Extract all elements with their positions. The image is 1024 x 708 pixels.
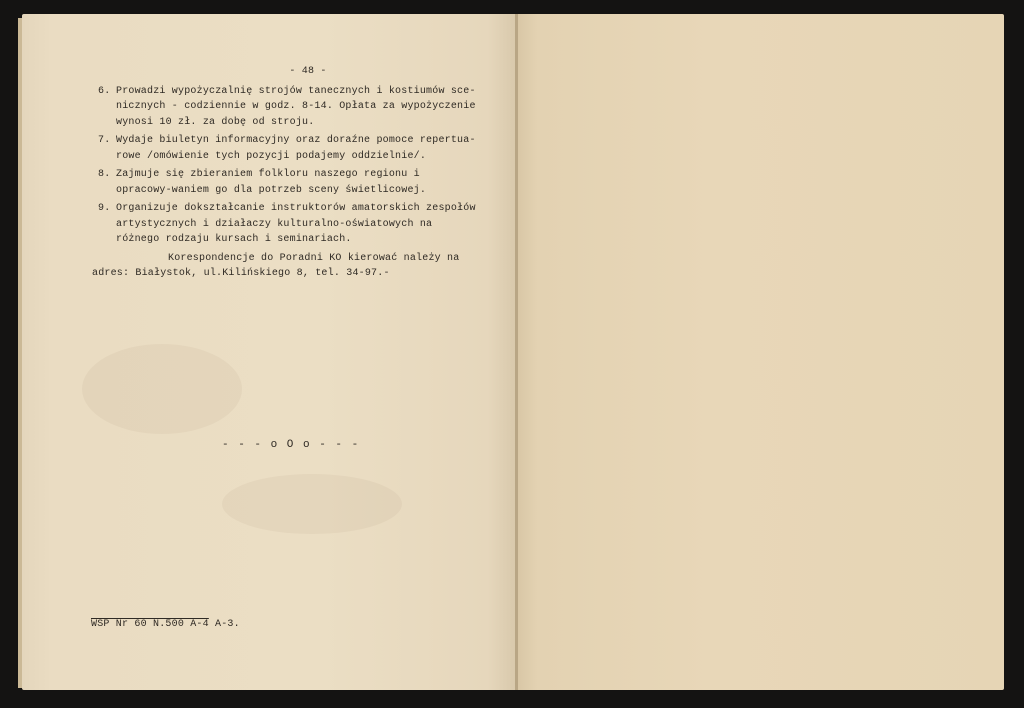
left-page	[22, 14, 517, 690]
correspondence-line: Korespondencje do Poradni KO kierować należy na	[168, 252, 460, 264]
list-item-text: Wydaje biuletyn informacyjny oraz doraźne pomoce repertua-rowe /omówienie tych pozycji podajemy oddzielnie/.	[116, 135, 476, 162]
section-separator: - - - o O o - - -	[222, 439, 360, 451]
print-footer	[91, 619, 240, 630]
list-item-text: Zajmuje się zbieraniem folkloru naszego regionu i opracowy-waniem go dla potrzeb sceny świetlicowej.	[116, 169, 427, 196]
correspondence-address: adres: Białystok, ul.Kilińskiego 8, tel. 34-97.-	[92, 268, 390, 279]
list-item-number: 6.	[98, 85, 111, 97]
list-item	[98, 84, 478, 131]
paper-stain	[82, 344, 242, 434]
list-item	[98, 201, 478, 248]
right-page-blank	[518, 14, 1004, 690]
list-item-number: 7.	[98, 135, 111, 146]
print-code-suffix: A-3.	[215, 619, 240, 630]
print-code: WSP Nr 60 N.500 A-4	[91, 619, 209, 630]
list-item-text: Prowadzi wypożyczalnię strojów tanecznych i kostiumów sce-nicznych - codziennie w godz. 8-14. Opłata za wypożyczenie wynosi 10 zł. za dobę od stroju.	[116, 85, 476, 128]
list-item-text: Organizuje dokształcanie instruktorów amatorskich zespołów artystycznych i działaczy kulturalno-oświatowych na różnego rodzaju kursach i seminariach.	[116, 203, 476, 245]
list-item	[98, 167, 478, 198]
list-item	[98, 133, 478, 164]
list-item-number: 9.	[98, 203, 111, 214]
typed-text-block	[92, 64, 478, 282]
page-number: - 48 -	[289, 66, 327, 77]
paper-stain	[222, 474, 402, 534]
correspondence-note	[92, 251, 478, 282]
list-item-number: 8.	[98, 169, 111, 180]
